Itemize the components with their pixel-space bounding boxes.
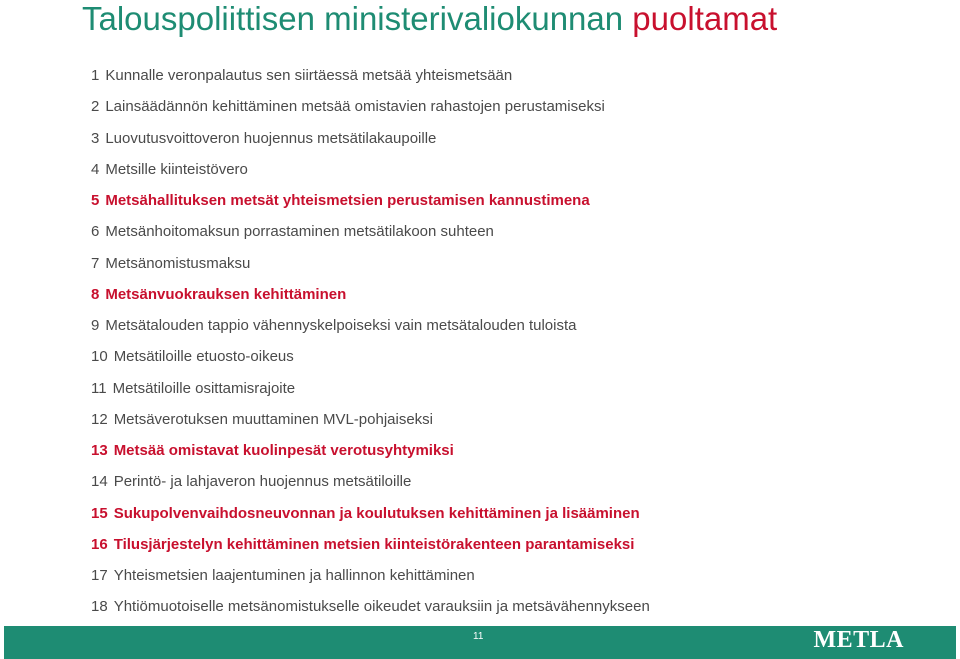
list-item-number: 8 [91, 285, 100, 303]
list-item-text: Metsää omistavat kuolinpesät verotusyhtymiksi [113, 442, 454, 459]
proposal-list [91, 60, 650, 623]
list-item [91, 123, 650, 154]
list-item-number: 5 [91, 192, 100, 209]
list-item-number: 14 [91, 473, 108, 491]
list-item-text: Luovutusvoittoveron huojennus metsätilakaupoille [105, 129, 437, 147]
slide-title [82, 0, 777, 38]
list-item-number: 10 [91, 348, 108, 366]
metla-logo: METLA [813, 627, 904, 653]
footer-bar [4, 626, 956, 659]
list-item [91, 310, 650, 341]
list-item-number: 2 [91, 98, 100, 116]
page-number: 11 [473, 631, 484, 642]
list-item [91, 591, 650, 622]
list-item-number: 12 [91, 410, 108, 428]
list-item [91, 185, 650, 216]
slide-title-accent: puoltamat [632, 0, 778, 37]
list-item-text: Sukupolvenvaihdosneuvonnan ja koulutuksen kehittäminen ja lisääminen [113, 504, 640, 522]
list-item-text: Tilusjärjestelyn kehittäminen metsien kiinteistörakenteen parantamiseksi [113, 535, 635, 553]
list-item-text: Metsäverotuksen muuttaminen MVL-pohjaiseksi [113, 410, 434, 428]
list-item-text: Metsätiloille osittamisrajoite [112, 379, 296, 397]
list-item-text: Metsähallituksen metsät yhteismetsien perustamisen kannustimena [105, 192, 590, 209]
list-item-number: 7 [91, 254, 100, 272]
list-item-text: Yhtiömuotoiselle metsänomistukselle oikeudet varauksiin ja metsävähennykseen [113, 598, 650, 616]
list-item-text: Metsänhoitomaksun porrastaminen metsätilakoon suhteen [105, 223, 494, 241]
list-item [91, 404, 650, 435]
list-item-text: Metsille kiinteistövero [105, 160, 248, 178]
list-item [91, 529, 650, 560]
list-item [91, 91, 650, 122]
list-item-text: Metsänvuokrauksen kehittäminen [105, 285, 347, 303]
list-item-number: 17 [91, 567, 108, 584]
list-item-text: Perintö- ja lahjaveron huojennus metsätiloille [113, 473, 412, 491]
list-item [91, 216, 650, 247]
list-item-number: 1 [91, 67, 100, 84]
slide-title-main: Talouspoliittisen ministerivaliokunnan [82, 0, 624, 37]
list-item-text: Metsänomistusmaksu [105, 254, 251, 272]
list-item [91, 435, 650, 466]
list-item-text: Lainsäädännön kehittäminen metsää omistavien rahastojen perustamiseksi [105, 98, 605, 116]
list-item-number: 3 [91, 129, 100, 147]
list-item-number: 18 [91, 598, 108, 616]
list-item-number: 9 [91, 317, 100, 334]
list-item [91, 498, 650, 529]
list-item-text: Metsätiloille etuosto-oikeus [113, 348, 294, 366]
list-item-text: Yhteismetsien laajentuminen ja hallinnon kehittäminen [113, 567, 475, 584]
list-item-number: 16 [91, 535, 108, 553]
list-item-text: Kunnalle veronpalautus sen siirtäessä metsää yhteismetsään [105, 67, 513, 84]
list-item [91, 341, 650, 372]
list-item [91, 60, 650, 91]
list-item [91, 279, 650, 310]
list-item-number: 4 [91, 160, 100, 178]
list-item-number: 13 [91, 442, 108, 459]
list-item [91, 248, 650, 279]
list-item [91, 560, 650, 591]
list-item-text: Metsätalouden tappio vähennyskelpoiseksi vain metsätalouden tuloista [105, 317, 577, 334]
list-item [91, 373, 650, 404]
list-item [91, 154, 650, 185]
list-item-number: 15 [91, 504, 108, 522]
list-item-number: 11 [91, 379, 107, 397]
list-item [91, 466, 650, 497]
list-item-number: 6 [91, 223, 100, 241]
